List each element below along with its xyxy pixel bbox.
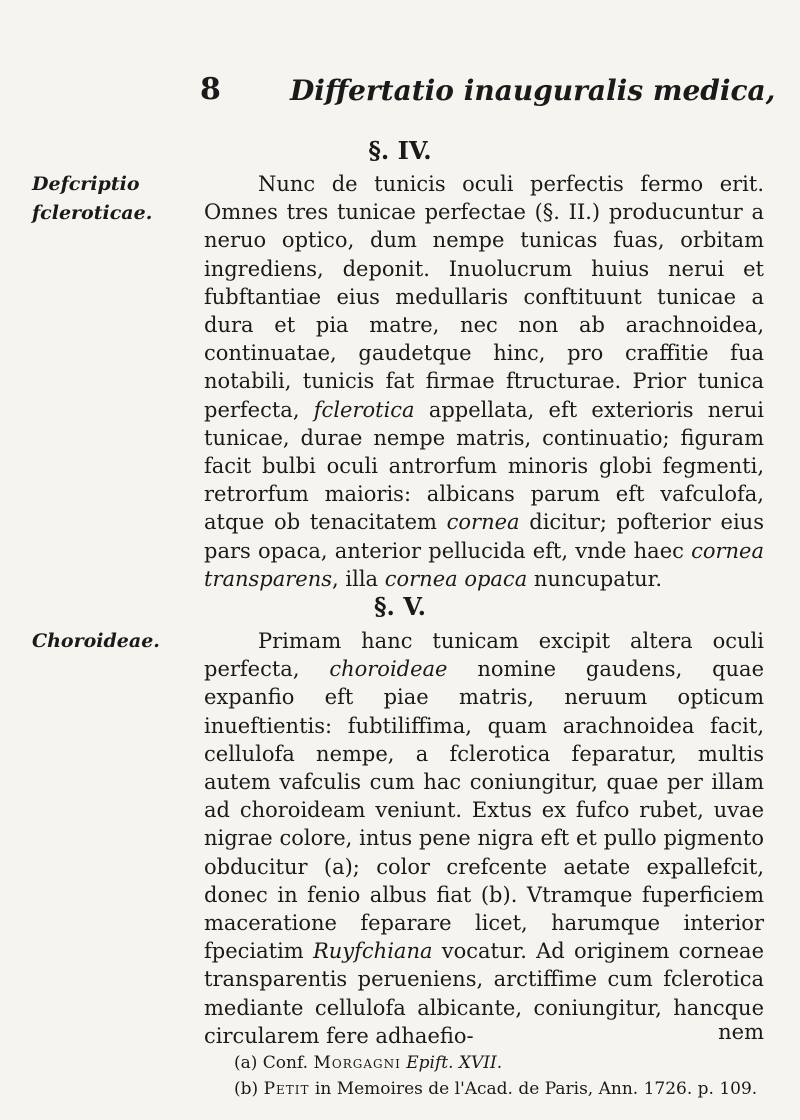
margin-note-line: fcleroticae. [32, 202, 153, 224]
footnotes [234, 1050, 774, 1102]
footnote-run: Epift. XVII. [406, 1053, 503, 1073]
paragraph-run: cornea transparens [204, 538, 764, 591]
section-heading-iv: §. IV. [368, 136, 432, 165]
footnote-run: Petit [263, 1079, 310, 1099]
paragraph-run: Ruyfchiana [312, 939, 433, 964]
margin-note-sclerotica [32, 170, 152, 228]
paragraph-run: nuncupatur. [527, 566, 663, 591]
footnote-b [234, 1076, 774, 1102]
footnote-a [234, 1050, 774, 1076]
footnote-run: (b) [234, 1079, 264, 1099]
paragraph-run: appellata, eft exterioris nerui tunicae, durae nempe matris, continuatio; figuram facit bulbi oculi antrorfum minoris globi fegmenti, retrorfum maioris: albicans parum eft vafculofa, atque ob tenacitatem [204, 397, 765, 535]
paragraph-run: Nunc de tunicis oculi perfectis fermo erit. Omnes tres tunicae perfectae (§. II.) producuntur a neruo optico, dum nempe tunicas fuas, orbitam ingrediens, deponit. Inuolucrum huius nerui et fubftantiae eius medullaris conftituunt tunicae a dura et pia matre, nec non ab arachnoidea, continuatae, gaudetque hinc, pro craffitie fua notabili, tunicis fat firmae ftructurae. Prior tunica perfecta, [204, 172, 764, 422]
paragraph-run: cornea opaca [384, 566, 528, 591]
catchword: nem [718, 1020, 764, 1044]
page-number: 8 [200, 72, 221, 107]
paragraph-choroidea [204, 627, 764, 1050]
paragraph-run: Primam hanc tunicam excipit altera oculi perfecta, [204, 629, 764, 682]
paragraph-run: dicitur; pofterior eius pars opaca, anterior pellucida eft, vnde haec [204, 510, 764, 563]
paragraph-run: fclerotica [313, 397, 415, 422]
page-header [0, 72, 800, 112]
paragraph-run: vocatur. Ad originem corneae transparentis perueniens, arctiffime cum fclerotica mediante cellulofa albicante, coniungitur, hancque circularem fere adhaefio- [204, 939, 764, 1048]
section-heading-v: §. V. [373, 592, 427, 621]
margin-note-choroidea [32, 627, 160, 656]
paragraph-text [204, 627, 764, 1050]
paragraph-run: nomine gaudens, quae expanfio eft piae matris, neruum opticum inueftientis: fubtiliffima, quam arachnoidea facit, cellulofa nempe, a fclerotica feparatur, multis autem vafculis cum hac coniungitur, quae per illam ad choroideam veniunt. Extus ex fufco rubet, uvae nigrae colore, intus pene nigra eft et pullo pigmento obducitur (a); color crefcente aetate expallefcit, donec in fenio albus fiat (b). Vtramque fuperficiem maceratione feparare licet, harumque interior fpeciatim [204, 657, 764, 964]
footnote-run: in Memoires de l'Acad. de Paris, Ann. 1726. p. 109. [309, 1079, 758, 1099]
paragraph-run: , illa [332, 566, 385, 591]
paragraph-text [204, 170, 764, 593]
footnote-run: (a) Conf. [234, 1053, 314, 1073]
paragraph-run: choroideae [329, 657, 448, 682]
paragraph-run: cornea [446, 510, 520, 535]
margin-note-line: Choroideae. [32, 630, 160, 652]
footnote-run: Morgagni [313, 1053, 401, 1073]
running-title: Differtatio inauguralis medica, [290, 74, 776, 107]
paragraph-sclerotica [204, 170, 764, 593]
margin-note-line: Defcriptio [32, 173, 140, 195]
